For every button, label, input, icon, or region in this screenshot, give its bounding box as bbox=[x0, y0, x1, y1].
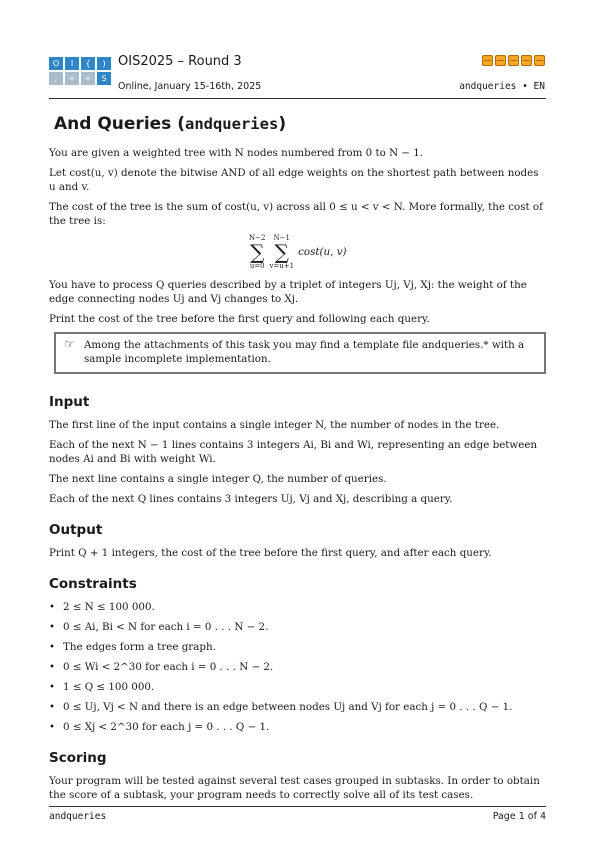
input-paragraph: Each of the next Q lines contains 3 integers Uj, Vj and Xj, describing a query. bbox=[49, 493, 453, 505]
statement-paragraph: The cost of the tree is the sum of cost(u, v) across all 0 ≤ u < v < N. More formally, the cost of the tree is: bbox=[49, 201, 543, 227]
logo-letter: O bbox=[49, 57, 63, 70]
output-section bbox=[49, 520, 546, 560]
title-text: And Queries ( bbox=[54, 114, 185, 134]
cost-formula bbox=[249, 234, 546, 270]
input-paragraph: The next line contains a single integer Q, the number of queries. bbox=[49, 473, 387, 485]
constraint-item: • 2 ≤ N ≤ 100 000. bbox=[63, 600, 546, 614]
logo-letter: { bbox=[81, 57, 95, 70]
footer-divider bbox=[49, 806, 546, 807]
task-statement bbox=[49, 112, 546, 816]
logo-letter: ) bbox=[97, 57, 111, 70]
logo-letter: I bbox=[65, 57, 79, 70]
statement-paragraph: You have to process Q queries described by a triplet of integers Uj, Vj, Xj: the weight of the edge connecting nodes Uj and Vj changes to Xj. bbox=[49, 279, 527, 305]
formula-term: cost(u, v) bbox=[298, 246, 347, 258]
logo-letter: S bbox=[97, 72, 111, 85]
input-paragraph: Each of the next N − 1 lines contains 3 integers Ai, Bi and Wi, representing an edge between nodes Ai and Bi with weight Wi. bbox=[49, 439, 538, 465]
hat-icon bbox=[521, 55, 532, 66]
hat-icon bbox=[508, 55, 519, 66]
attachment-note bbox=[54, 332, 546, 374]
hat-icon bbox=[495, 55, 506, 66]
page-number: Page 1 of 4 bbox=[492, 811, 546, 822]
statement-paragraph: You are given a weighted tree with N nodes numbered from 0 to N − 1. bbox=[49, 147, 424, 159]
footer-task-name: andqueries bbox=[49, 811, 107, 822]
logo-letter: ; bbox=[49, 72, 63, 85]
hat-icon bbox=[534, 55, 545, 66]
statement-paragraph: Print the cost of the tree before the first query and following each query. bbox=[49, 313, 430, 325]
section-heading: Output bbox=[49, 522, 103, 538]
task-tag: andqueries • EN bbox=[459, 81, 545, 92]
input-paragraph: The first line of the input contains a single integer N, the number of nodes in the tree. bbox=[49, 419, 500, 431]
sigma-symbol: ∑ bbox=[250, 240, 265, 264]
section-heading: Input bbox=[49, 394, 90, 410]
sum-upper-limit: N−2 bbox=[249, 234, 266, 242]
logo-letter: + bbox=[81, 72, 95, 85]
title-code: andqueries bbox=[184, 115, 279, 133]
constraint-item: • The edges form a tree graph. bbox=[63, 640, 546, 654]
input-section bbox=[49, 392, 546, 506]
contest-date: Online, January 15-16th, 2025 bbox=[118, 81, 262, 92]
sum-lower-limit: u=0 bbox=[249, 262, 265, 270]
title-end: ) bbox=[278, 114, 287, 134]
constraint-item: • 0 ≤ Xj < 2^30 for each j = 0 . . . Q − 1. bbox=[63, 720, 546, 734]
statement-paragraph: Let cost(u, v) denote the bitwise AND of all edge weights on the shortest path between nodes u and v. bbox=[49, 167, 539, 193]
difficulty-rating bbox=[480, 55, 545, 66]
sum-upper-limit: N−1 bbox=[273, 234, 290, 242]
scoring-paragraph: Your program will be tested against several test cases grouped in subtasks. In order to obtain the score of a subtask, your program needs to correctly solve all of its test cases. bbox=[49, 775, 540, 801]
constraints-list bbox=[49, 600, 546, 734]
outer-sum bbox=[249, 234, 265, 270]
output-paragraph: Print Q + 1 integers, the cost of the tree before the first query, and after each query. bbox=[49, 547, 492, 559]
logo-letter: + bbox=[65, 72, 79, 85]
sigma-symbol: ∑ bbox=[274, 240, 289, 264]
constraint-item: • 0 ≤ Wi < 2^30 for each i = 0 . . . N − 2. bbox=[63, 660, 546, 674]
pointing-hand-icon: ☞ bbox=[64, 337, 75, 351]
section-heading: Constraints bbox=[49, 576, 137, 592]
scoring-section bbox=[49, 748, 546, 802]
sum-lower-limit: v=u+1 bbox=[269, 262, 295, 270]
constraint-item: • 0 ≤ Ai, Bi < N for each i = 0 . . . N − 2. bbox=[63, 620, 546, 634]
constraint-item: • 0 ≤ Uj, Vj < N and there is an edge between nodes Uj and Vj for each j = 0 . . . Q − 1. bbox=[63, 700, 546, 714]
header-divider bbox=[49, 98, 546, 99]
hat-icon bbox=[482, 55, 493, 66]
contest-title: OIS2025 – Round 3 bbox=[118, 54, 242, 69]
constraint-item: • 1 ≤ Q ≤ 100 000. bbox=[63, 680, 546, 694]
page-title bbox=[54, 112, 546, 136]
ois-logo bbox=[49, 57, 113, 87]
section-heading: Scoring bbox=[49, 750, 107, 766]
constraints-section bbox=[49, 574, 546, 734]
inner-sum bbox=[269, 234, 294, 270]
note-text: Among the attachments of this task you may find a template file andqueries.* with a sample incomplete implementation. bbox=[84, 339, 525, 365]
